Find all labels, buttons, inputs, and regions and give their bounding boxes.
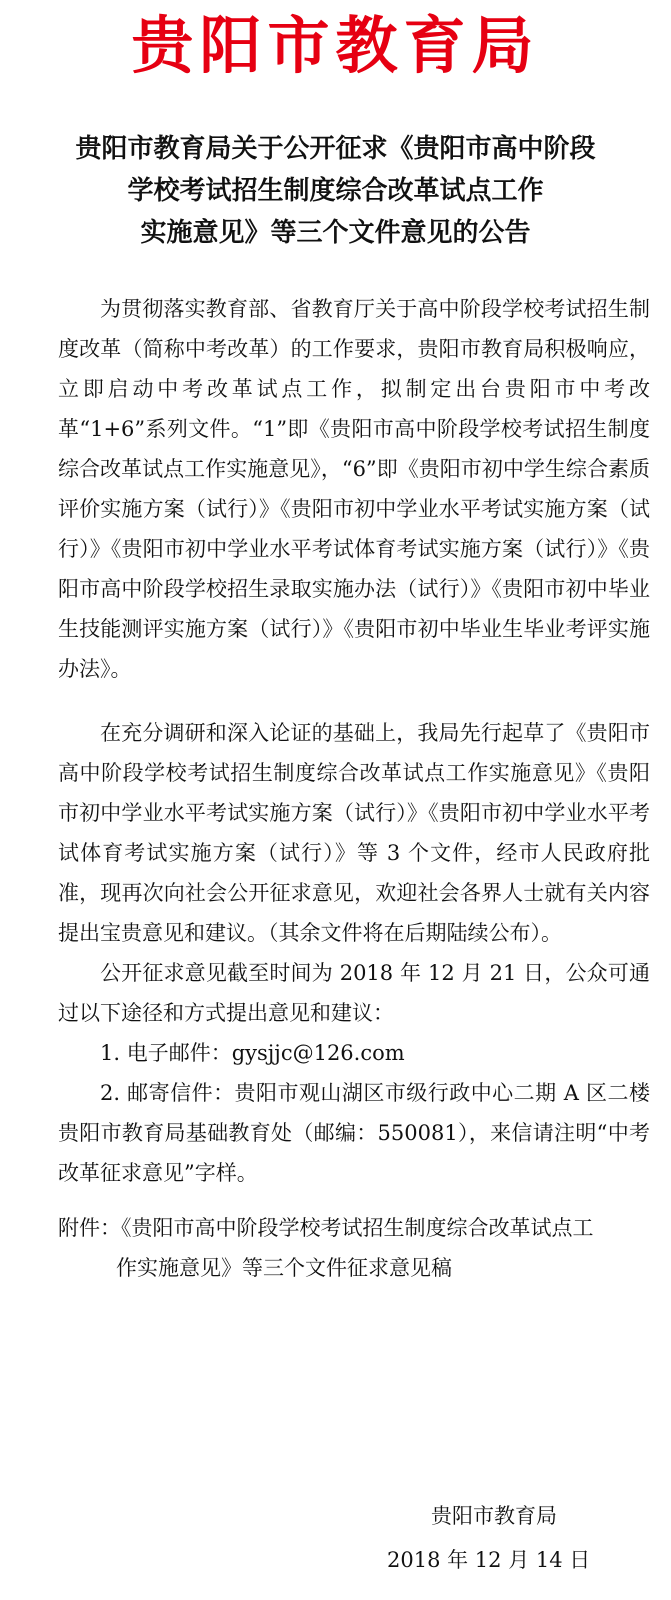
document-title-line-1: 贵阳市教育局关于公开征求《贵阳市高中阶段 [75,134,596,164]
document-title-line-3: 实施意见》等三个文件意见的公告 [140,218,531,248]
paragraph-1: 为贯彻落实教育部、省教育厅关于高中阶段学校考试招生制度改革（简称中考改革）的工作要求，贵阳市教育局积极响应，立即启动中考改革试点工作，拟制定出台贵阳市中考改革“1+6”系列文件。“1”即《贵阳市高中阶段学校考试招生制度综合改革试点工作实施意见》，“6”即《贵阳市初中学生综合素质评价实施方案（试行）》《贵阳市初中学业水平考试实施方案（试行）》《贵阳市初中学业水平考试体育考试实施方案（试行）》《贵阳市高中阶段学校招生录取实施办法（试行）》《贵阳市初中毕业生技能测评实施方案（试行）》《贵阳市初中毕业生毕业考评实施办法》。 [58,297,650,681]
signature-date: 2018 年 12 月 14 日 [387,1548,591,1572]
red-header-title: 贵阳市教育局 [131,9,540,82]
attachment-note [58,1208,650,1288]
document-title [0,128,671,254]
attachment-line-1: 附件：《贵阳市高中阶段学校考试招生制度综合改革试点工 [58,1216,594,1240]
paragraph-3: 公开征求意见截至时间为 2018 年 12 月 21 日，公众可通过以下途径和方式提出意见和建议： [58,961,650,1025]
attachment-line-2: 作实施意见》等三个文件征求意见稿 [116,1256,452,1280]
contact-item-email: 1. 电子邮件：gysjjc@126.com [100,1041,405,1065]
paragraph-2: 在充分调研和深入论证的基础上，我局先行起草了《贵阳市高中阶段学校考试招生制度综合改革试点工作实施意见》《贵阳市初中学业水平考试实施方案（试行）》《贵阳市初中学业水平考试体育考试实施方案（试行）》等 3 个文件，经市人民政府批准，现再次向社会公开征求意见，欢迎社会各界人士就有关内容提出宝贵意见和建议。（其余文件将在后期陆续公布）。 [58,721,650,945]
signature-block [379,1494,639,1582]
contact-item-mail: 2. 邮寄信件：贵阳市观山湖区市级行政中心二期 A 区二楼贵阳市教育局基础教育处（邮编：550081），来信请注明“中考改革征求意见”字样。 [58,1081,650,1185]
document-title-line-2: 学校考试招生制度综合改革试点工作 [127,176,544,206]
signature-org: 贵阳市教育局 [431,1504,557,1528]
